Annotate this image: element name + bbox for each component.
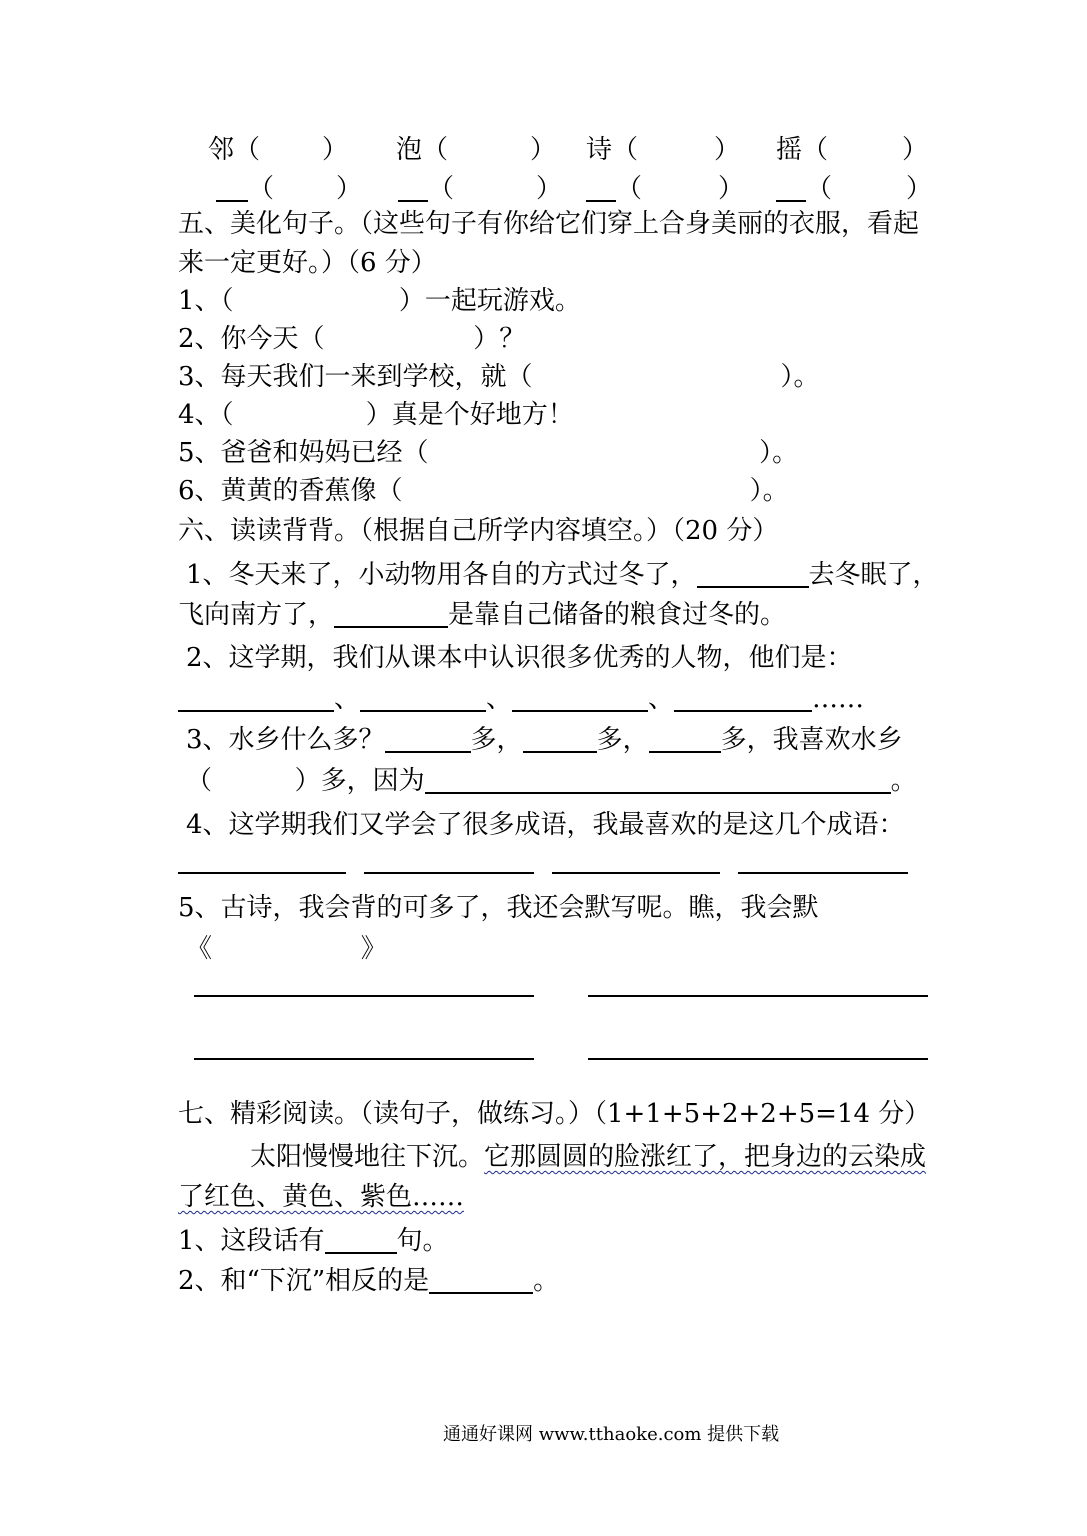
poem-blank-1: [194, 995, 534, 997]
section5-q6: 6、黄黄的香蕉像（ ）。: [178, 476, 789, 506]
section7-title: 七、精彩阅读。（读句子，做练习。）（1+1+5+2+2+5=14 分）: [178, 1099, 931, 1129]
section7-q2: 2、和“下沉”相反的是 。: [178, 1266, 560, 1296]
idiom-blank-2: [364, 872, 534, 874]
char-row1-cell3: 诗（ ）: [586, 135, 741, 165]
section6-q1-line2: 飞向南方了， 是靠自己储备的粮食过冬的。: [178, 600, 787, 630]
section6-q2: 2、这学期，我们从课本中认识很多优秀的人物，他们是：: [186, 643, 853, 673]
char-row2-cell4: （ ）: [776, 174, 932, 202]
poem-blank-3: [194, 1058, 534, 1060]
section5-q1: 1、（ ）一起玩游戏。: [178, 286, 581, 316]
section7-q1: 1、这段话有 句。: [178, 1226, 449, 1256]
char-row1-cell4: 摇（ ）: [776, 135, 929, 165]
section6-q3-line2: （ ）多，因为 。: [186, 766, 917, 796]
reading-paragraph-line1: 太阳慢慢地往下沉。它那圆圆的脸涨红了，把身边的云染成: [250, 1142, 927, 1172]
section5-title-line2: 来一定更好。）（6 分）: [178, 248, 437, 278]
poem-blank-4: [588, 1058, 928, 1060]
char-row2-cell2: （ ）: [398, 174, 562, 202]
poem-title: 《 》: [186, 934, 387, 964]
section6-title: 六、读读背背。（根据自己所学内容填空。）（20 分）: [178, 516, 779, 546]
section6-q5: 5、古诗，我会背的可多了，我还会默写呢。瞧，我会默: [178, 893, 819, 923]
section5-title-line1: 五、美化句子。（这些句子有你给它们穿上合身美丽的衣服，看起: [178, 209, 920, 239]
section5-q5: 5、爸爸和妈妈已经（ ）。: [178, 438, 799, 468]
section6-q4: 4、这学期我们又学会了很多成语，我最喜欢的是这几个成语：: [186, 810, 905, 840]
section6-q1-line1: 1、冬天来了，小动物用各自的方式过冬了， 去冬眠了，: [186, 560, 939, 590]
section5-q2: 2、你今天（ ）？: [178, 324, 526, 354]
section5-q4: 4、（ ）真是个好地方！: [178, 400, 574, 430]
char-row1-cell2: 泡（ ）: [396, 135, 557, 165]
idiom-blank-3: [552, 872, 720, 874]
idiom-blank-4: [738, 872, 908, 874]
section6-q3-line1: 3、水乡什么多？ 多， 多， 多，我喜欢水乡: [186, 725, 903, 755]
char-row2-cell3: （ ）: [586, 174, 744, 202]
section5-q3: 3、每天我们一来到学校，就（ ）。: [178, 362, 820, 392]
idiom-blank-1: [178, 872, 346, 874]
section6-q2-blanks: 、 、 、 ……: [178, 686, 864, 712]
char-row2-cell1: （ ）: [216, 174, 362, 202]
char-row1-cell1: 邻（ ）: [208, 135, 349, 165]
reading-paragraph-line2: 了红色、黄色、紫色……: [178, 1182, 465, 1212]
poem-blank-2: [588, 995, 928, 997]
footer-credit: 通通好课网 www.tthaoke.com 提供下载: [443, 1424, 780, 1445]
